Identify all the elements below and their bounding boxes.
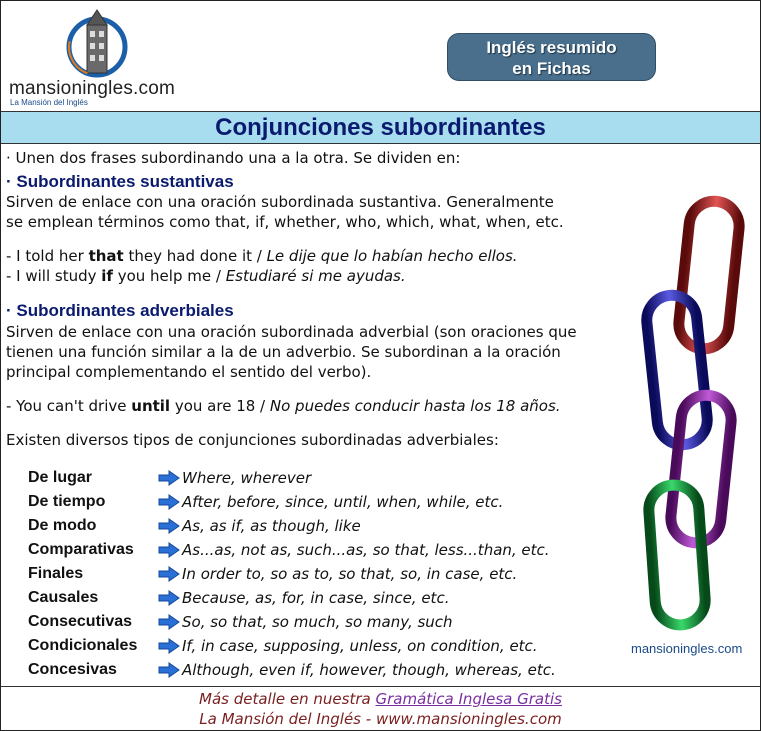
footer-line-1 [1, 689, 760, 709]
type-value: Because, as, for, in case, since, etc. [182, 589, 450, 607]
arrow-right-icon [158, 518, 180, 534]
chain-links-icon [630, 195, 760, 635]
sustantivas-heading: · Subordinantes sustantivas [6, 172, 234, 191]
adverbiales-desc-3: principal complementando el sentido del verbo). [6, 363, 372, 381]
example-prefix: - I will study [6, 267, 102, 285]
logo-text[interactable]: mansioningles.com [9, 78, 176, 99]
arrow-right-icon [158, 494, 180, 510]
example-translation: Le dije que lo habían hecho ellos. [266, 247, 518, 265]
example-middle: they had done it / [123, 247, 267, 265]
arrow-right-icon [158, 542, 180, 558]
adverbiales-desc-2: tienen una función similar a la de un adverbio. Se subordinan a la oración [6, 343, 561, 361]
example-prefix: - You can't drive [6, 397, 132, 415]
type-label: Consecutivas [28, 613, 133, 630]
page-title: Conjunciones subordinantes [215, 114, 546, 141]
fichas-badge[interactable] [447, 33, 656, 81]
type-label: De tiempo [28, 493, 106, 510]
example-middle: you are 18 / [170, 397, 270, 415]
example-keyword: until [131, 397, 171, 415]
type-label: Comparativas [28, 541, 134, 558]
logo-subtitle: La Mansión del Inglés [10, 98, 88, 107]
chain-site-label: mansioningles.com [631, 641, 743, 656]
type-label: Condicionales [28, 637, 138, 654]
type-value: So, so that, so much, so many, such [182, 613, 453, 631]
footer-line-2: La Mansión del Inglés - www.mansioningles.com [199, 710, 562, 728]
type-value: After, before, since, until, when, while, etc. [182, 493, 504, 511]
adverbiales-heading: · Subordinantes adverbiales [6, 301, 234, 320]
type-label: De modo [28, 517, 97, 534]
example-middle: you help me / [112, 267, 226, 285]
sustantivas-desc-2: se emplean términos como that, if, whether, who, which, what, when, etc. [6, 213, 564, 231]
arrow-right-icon [158, 614, 180, 630]
arrow-right-icon [158, 638, 180, 654]
arrow-right-icon [158, 662, 180, 678]
type-value: Although, even if, however, though, whereas, etc. [182, 661, 556, 679]
example-translation: Estudiaré si me ayudas. [225, 267, 406, 285]
example-prefix: - I told her [6, 247, 89, 265]
example-translation: No puedes conducir hasta los 18 años. [269, 397, 561, 415]
arrow-right-icon [158, 470, 180, 486]
type-label: De lugar [28, 469, 93, 486]
type-value: As...as, not as, such...as, so that, less...than, etc. [182, 541, 550, 559]
type-label: Finales [28, 565, 84, 582]
arrow-right-icon [158, 566, 180, 582]
badge-line-2: en Fichas [512, 59, 591, 78]
arrow-right-icon [158, 590, 180, 606]
type-value: If, in case, supposing, unless, on condition, etc. [182, 637, 538, 655]
sustantivas-example-1 [6, 246, 518, 266]
type-value: In order to, so as to, so that, so, in case, etc. [182, 565, 518, 583]
footer-prefix: Más detalle en nuestra [199, 690, 376, 708]
example-keyword: that [88, 247, 124, 265]
type-value: As, as if, as though, like [182, 517, 361, 535]
type-value: Where, wherever [182, 469, 312, 487]
badge-line-1: Inglés resumido [486, 38, 617, 57]
footer [1, 686, 760, 730]
example-keyword: if [101, 267, 113, 285]
adverbiales-desc-1: Sirven de enlace con una oración subordinada adverbial (son oraciones que [6, 323, 577, 341]
type-label: Causales [28, 589, 99, 606]
intro-text: · Unen dos frases subordinando una a la otra. Se dividen en: [6, 149, 461, 167]
sustantivas-desc-1: Sirven de enlace con una oración subordinada sustantiva. Generalmente [6, 193, 554, 211]
type-label: Concesivas [28, 661, 117, 678]
title-bar [1, 111, 760, 144]
adverbiales-example-1 [6, 396, 561, 416]
sustantivas-example-2 [6, 266, 406, 286]
grammar-link[interactable]: Gramática Inglesa Gratis [375, 690, 562, 708]
header [1, 1, 760, 111]
types-intro: Existen diversos tipos de conjunciones subordinadas adverbiales: [6, 431, 499, 449]
